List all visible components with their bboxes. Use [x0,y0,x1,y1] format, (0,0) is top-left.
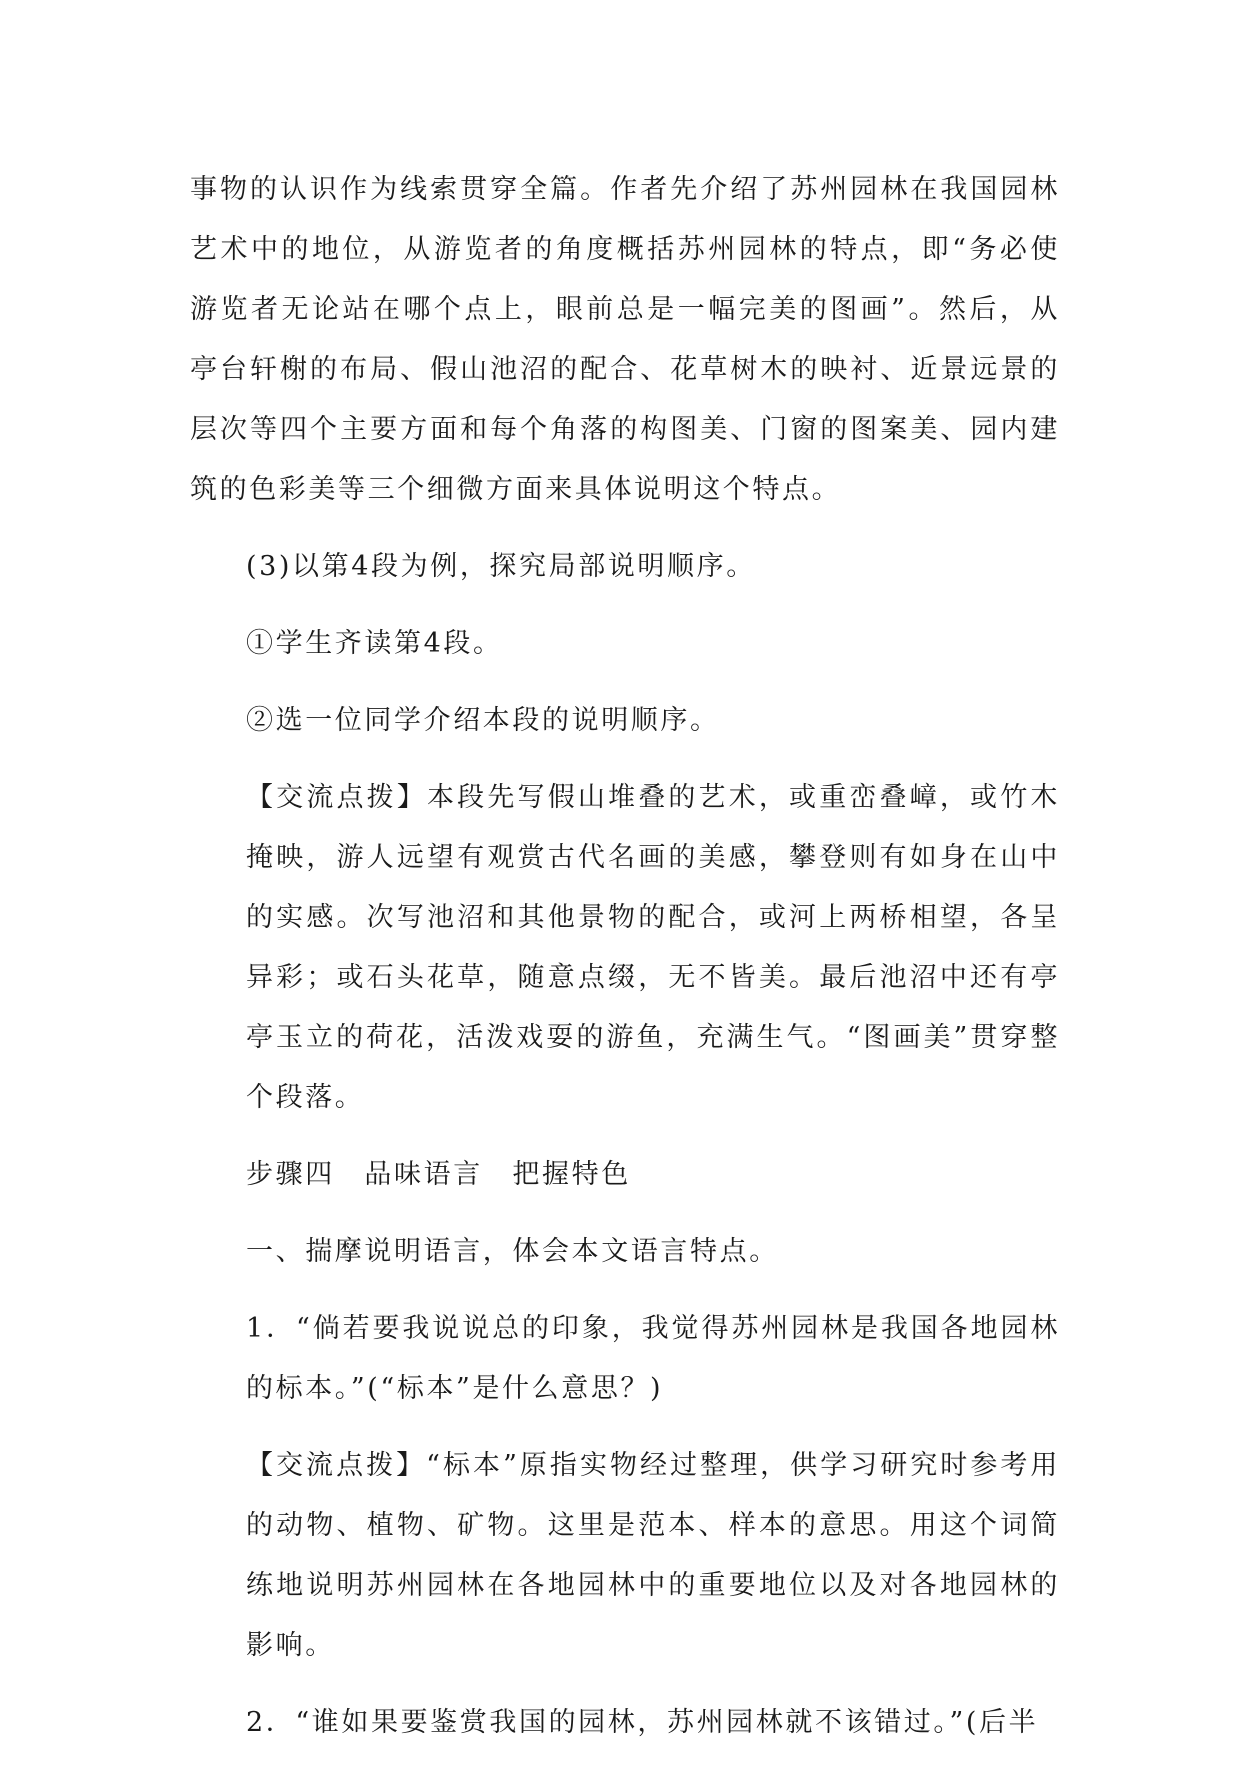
paragraph-question-1: 1．“倘若要我说说总的印象，我觉得苏州园林是我国各地园林的标本。”(“标本”是什么意思？) [246,1313,1060,1404]
paragraph-discussion-specimen: 【交流点拨】“标本”原指实物经过整理，供学习研究时参考用的动物、植物、矿物。这里是范本、样本的意思。用这个词简练地说明苏州园林在各地园林中的重要地位以及对各地园林的影响。 [246,1450,1060,1661]
paragraph-task-3: (3)以第4段为例，探究局部说明顺序。 [246,551,756,582]
paragraph-language-analysis: 一、揣摩说明语言，体会本文语言特点。 [246,1236,779,1267]
document-body [190,160,1060,1770]
paragraph-discussion-paragraph-4: 【交流点拨】本段先写假山堆叠的艺术，或重峦叠嶂，或竹木掩映，游人远望有观赏古代名画的美感，攀登则有如身在山中的实感。次写池沼和其他景物的配合，或河上两桥相望，各呈异彩；或石头花草，随意点缀，无不皆美。最后池沼中还有亭亭玉立的荷花，活泼戏耍的游鱼，充满生气。“图画美”贯穿整个段落。 [246,782,1060,1113]
paragraph-task-3-step-2: ②选一位同学介绍本段的说明顺序。 [246,705,720,736]
paragraph-question-2: 2．“谁如果要鉴赏我国的园林，苏州园林就不该错过。”(后半 [246,1707,1039,1738]
paragraph-intro-summary: 事物的认识作为线索贯穿全篇。作者先介绍了苏州园林在我国园林艺术中的地位，从游览者的角度概括苏州园林的特点，即“务必使游览者无论站在哪个点上，眼前总是一幅完美的图画”。然后，从亭台轩榭的布局、假山池沼的配合、花草树木的映衬、近景远景的层次等四个主要方面和每个角落的构图美、门窗的图案美、园内建筑的色彩美等三个细微方面来具体说明这个特点。 [190,174,1060,505]
paragraph-task-3-step-1: ①学生齐读第4段。 [246,628,503,659]
section-heading-step-4: 步骤四 品味语言 把握特色 [246,1159,631,1190]
